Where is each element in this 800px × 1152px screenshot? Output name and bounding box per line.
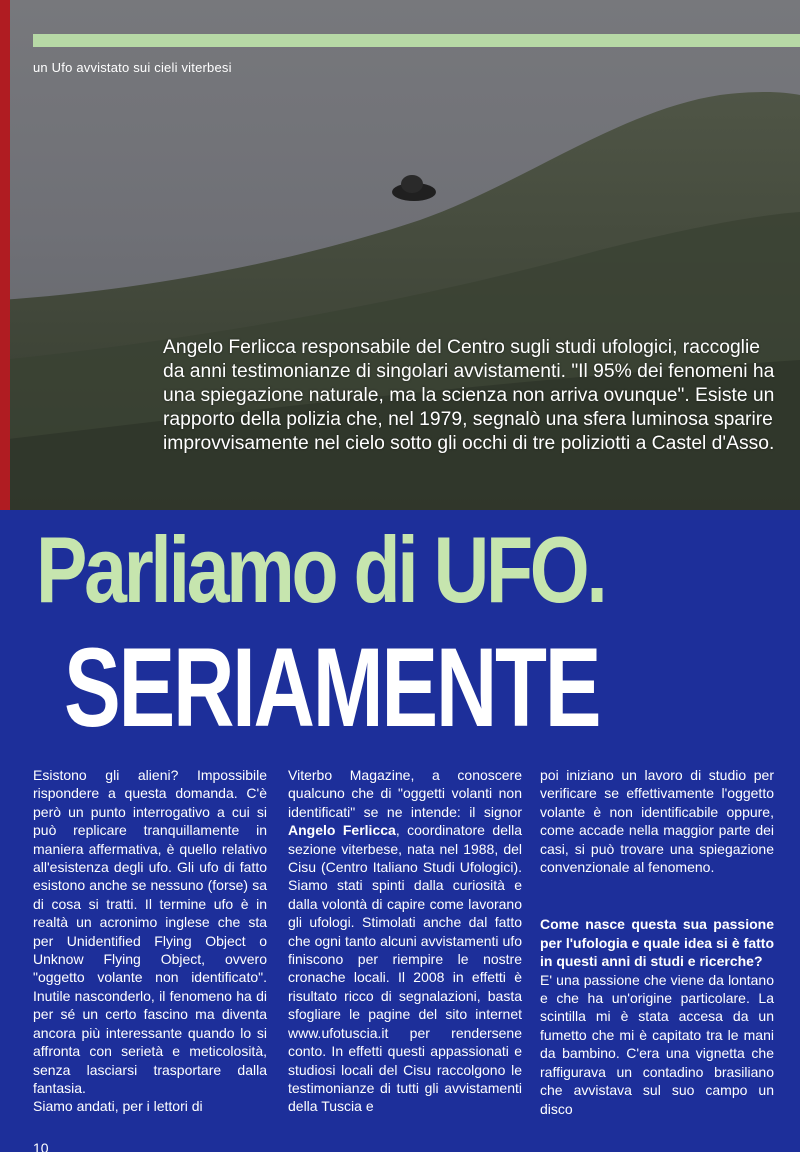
headline-line-1: Parliamo di UFO. xyxy=(36,517,605,622)
intro-text xyxy=(163,336,780,456)
col1-paragraph-1: Esistono gli alieni? Impossibile rispondere a questa domanda. C'è però un punto interrogativo a cui si può replicare tranquillamente in maniera affermativa, è quello relativo all'esistenza degli ufo. Gli ufo di fatto esistono anche se nessuno (forse) sa di cosa si tratti. Il termine ufo è in realtà un acronimo inglese che sta per Unidentified Flying Object o Unknow Flying Object, ovvero "oggetto volante non identificato". Inutile nasconderlo, il fenomeno ha di per sé un certo fascino ma diventa ancora più interessante quando lo si affronta con serietà e meticolosità, senza lasciarsi trasportare dalla fantasia. xyxy=(33,767,267,1096)
ufo-photo xyxy=(0,0,800,510)
intro-paragraph: Angelo Ferlicca responsabile del Centro sugli studi ufologici, raccoglie da anni testimonianze di singolari avvistamenti. "Il 95% dei fenomeni ha una spiegazione naturale, ma la scienza non arriva ovunque". Esiste un rapporto della polizia che, nel 1979, segnalò una sfera luminosa sparire improvvisamente nel cielo sotto gli occhi di tre poliziotti a Castel d'Asso. xyxy=(163,337,775,454)
red-edge-strip xyxy=(0,0,10,560)
col1-paragraph-2: Siamo andati, per i lettori di xyxy=(33,1098,203,1115)
column-1 xyxy=(33,766,267,1116)
ufo-object xyxy=(392,175,436,201)
page-number: 10 xyxy=(33,1140,49,1152)
col3-paragraph-2: E' una passione che viene da lontano e che ha un'origine particolare. La scintilla mi è stata accesa da un fumetto che mi è capitato tra le mani da bambino. C'era una vignetta che raffigurava un contadino brasiliano che avvistava sul suo campo un disco xyxy=(540,971,774,1117)
article-body xyxy=(0,760,800,1152)
col2-paragraph-1 xyxy=(288,766,522,1116)
green-header-bar xyxy=(33,34,800,47)
column-3 xyxy=(540,766,774,1118)
col2-text-a: Viterbo Magazine, a conoscere qualcuno che di "oggetti volanti non identificati" se ne intende: il signor xyxy=(288,767,522,820)
photo-caption: un Ufo avvistato sui cieli viterbesi xyxy=(33,60,232,75)
col2-text-b: , coordinatore della sezione viterbese, nata nel 1988, del Cisu (Centro Italiano Studi Ufologici). Siamo stati spinti dalla curiosità e dalla volontà di capire come lavorano gli ufologi. Stimolati anche dal fatto che ogni tanto alcuni avvistamenti ufo finiscono per riempire le nostre cronache locali. Il 2008 in effetti è risultato ricco di segnalazioni, basta sfogliare le pagine del sito internet www.ufotuscia.it per rendersene conto. In effetti questi appassionati e studiosi locali del Cisu raccolgono le testimonianze di tutti gli avvistamenti della Tuscia e xyxy=(288,822,522,1115)
interview-question: Come nasce questa sua passione per l'ufologia e quale idea si è fatto in questi anni di studi e ricerche? xyxy=(540,916,774,970)
headline-line-2: SERIAMENTE xyxy=(64,625,600,750)
interviewee-name: Angelo Ferlicca xyxy=(288,822,396,839)
col3-paragraph-1: poi iniziano un lavoro di studio per verificare se effettivamente l'oggetto volante è non identificabile oppure, come accade nella maggior parte dei casi, si può trovare una spiegazione convenzionale al fenomeno. xyxy=(540,767,774,876)
column-2 xyxy=(288,766,522,1116)
